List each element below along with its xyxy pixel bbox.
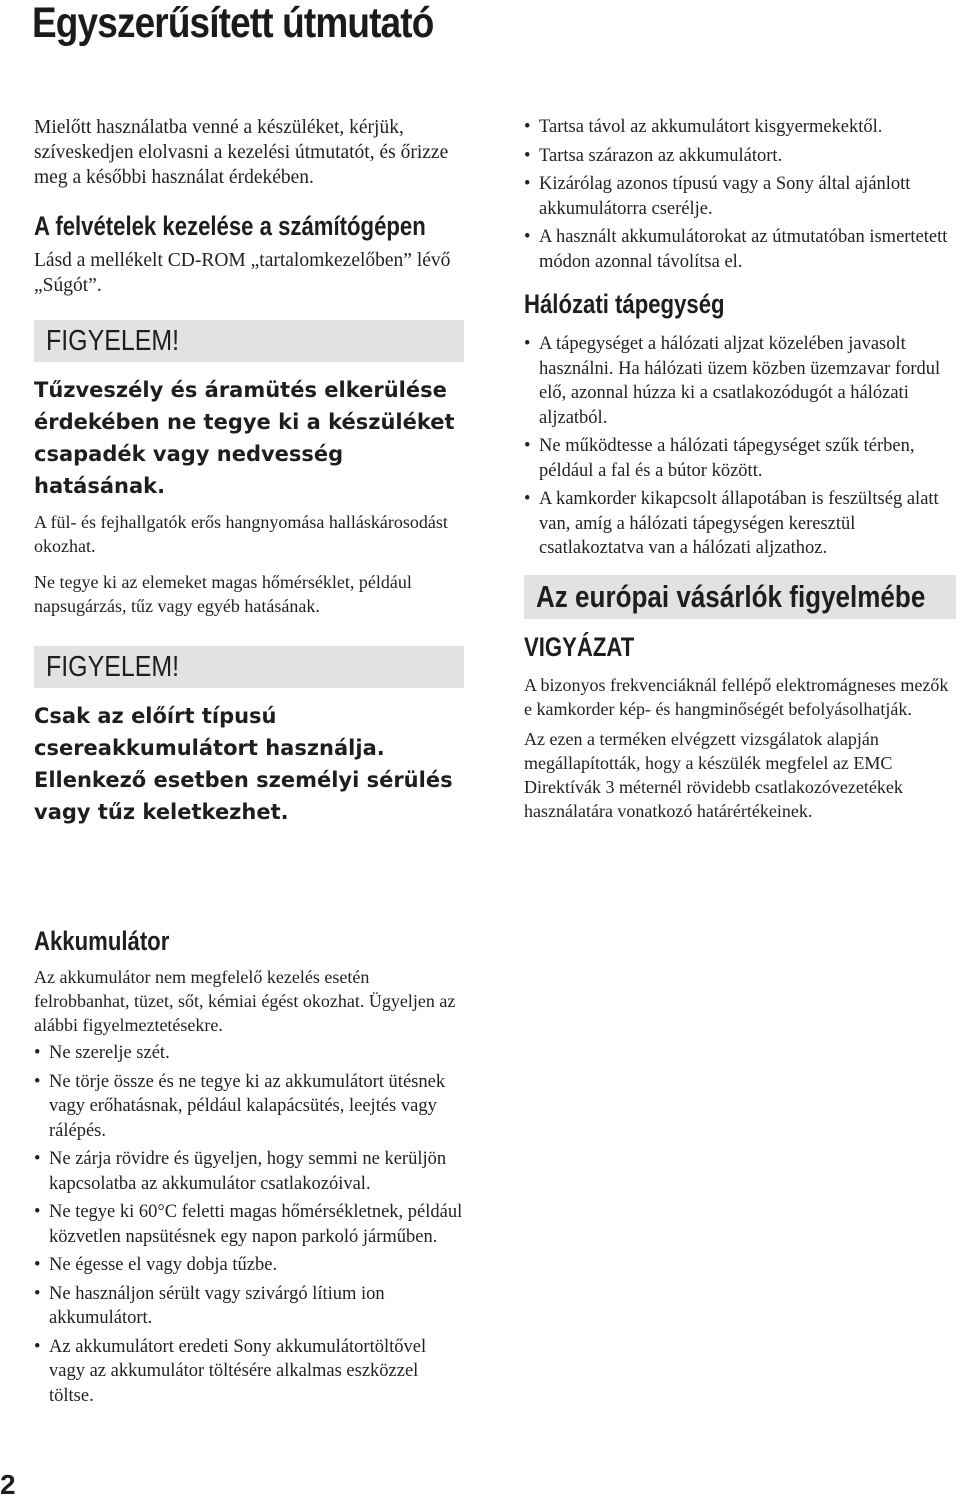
list-item: • Tartsa távol az akkumulátort kisgyermekektől. xyxy=(524,115,956,140)
heat-text: Ne tegye ki az elemeket magas hőmérséklet, például napsugárzás, tűz vagy egyéb hatásának. xyxy=(34,572,412,616)
list-item: • Ne működtesse a hálózati tápegységet szűk térben, például a fal és a bútor között. xyxy=(524,434,956,483)
warning-text-1: Tűzveszély és áramütés elkerülése érdekében ne tegye ki a készüléket csapadék vagy nedvesség hatásának. xyxy=(34,378,455,498)
warning-box-2 xyxy=(34,646,464,688)
headphones-text: A fül- és fejhallgatók erős hangnyomása halláskárosodást okozhat. xyxy=(34,512,448,556)
list-item: • Ne égesse el vagy dobja tűzbe. xyxy=(34,1253,466,1278)
caution-text-2: Az ezen a terméken elvégzett vizsgálatok alapján megállapították, hogy a készülék megfelel az EMC Direktívák 3 méternél rövidebb csatlakozóvezetékek használatára vonatkozó határértékeinek. xyxy=(524,728,903,821)
list-item: • A használt akkumulátorokat az útmutatóban ismertetett módon azonnal távolítsa el. xyxy=(524,225,956,274)
list-item: • Ne zárja rövidre és ügyeljen, hogy semmi ne kerüljön kapcsolatba az akkumulátor csatlakozóival. xyxy=(34,1147,466,1196)
pc-text: Lásd a mellékelt CD-ROM „tartalomkezelőben” lévő „Súgót”. xyxy=(34,250,451,296)
list-item: • Tartsa szárazon az akkumulátort. xyxy=(524,144,956,169)
list-item: • Az akkumulátort eredeti Sony akkumulátortöltővel vagy az akkumulátor töltésére alkalmas eszközzel töltse. xyxy=(34,1335,466,1409)
pc-heading: A felvételek kezelése a számítógépen xyxy=(34,211,426,241)
adapter-heading: Hálózati tápegység xyxy=(524,289,725,319)
battery-list xyxy=(34,1041,466,1408)
warning-text-2: Csak az előírt típusú csereakkumulátort használja. Ellenkező esetben személyi sérülés vagy tűz keletkezhet. xyxy=(34,704,453,824)
eu-heading: Az európai vásárlók figyelmébe xyxy=(536,578,926,614)
warning-label-1: FIGYELEM! xyxy=(46,325,180,357)
list-item: • Ne használjon sérült vagy szivárgó lítium ion akkumulátort. xyxy=(34,1282,466,1331)
adapter-list xyxy=(524,332,956,561)
warning-label-2: FIGYELEM! xyxy=(46,651,180,683)
battery-intro: Az akkumulátor nem megfelelő kezelés esetén felrobbanhat, tüzet, sőt, kémiai égést okozhat. Ügyeljen az alábbi figyelmeztetésekre. xyxy=(34,967,456,1035)
battery-heading: Akkumulátor xyxy=(34,926,170,956)
right-column xyxy=(524,115,956,823)
list-item: • A kamkorder kikapcsolt állapotában is feszültség alatt van, amíg a hálózati tápegységen keresztül csatlakoztatva van a hálózati aljzathoz. xyxy=(524,487,956,561)
caution-heading: VIGYÁZAT xyxy=(524,631,635,662)
list-item: • A tápegységet a hálózati aljzat közelében javasolt használni. Ha hálózati üzem közben üzemzavar fordul elő, azonnal húzza ki a csatlakozódugót a hálózati aljzatból. xyxy=(524,332,956,430)
warning-box-1 xyxy=(34,320,464,362)
page-number: 2 xyxy=(0,1469,16,1500)
left-column xyxy=(34,115,466,828)
list-item: • Ne szerelje szét. xyxy=(34,1041,466,1066)
list-item: • Ne tegye ki 60°C feletti magas hőmérsékletnek, például közvetlen napsütésnek egy napon parkoló járműben. xyxy=(34,1200,466,1249)
list-item: • Kizárólag azonos típusú vagy a Sony által ajánlott akkumulátorra cserélje. xyxy=(524,172,956,221)
eu-heading-box xyxy=(524,575,956,619)
page-title: Egyszerűsített útmutató xyxy=(32,0,434,47)
battery-list-continued xyxy=(524,115,956,274)
caution-text-1: A bizonyos frekvenciáknál fellépő elektromágneses mezők e kamkorder kép- és hangminőségét befolyásolhatják. xyxy=(524,674,949,719)
battery-section xyxy=(34,925,466,1412)
list-item: • Ne törje össze és ne tegye ki az akkumulátort ütésnek vagy erőhatásnak, például kalapácsütés, leejtés vagy rálépés. xyxy=(34,1070,466,1144)
intro-paragraph: Mielőtt használatba venné a készüléket, kérjük, szíveskedjen elolvasni a kezelési útmutatót, és őrizze meg a későbbi használat érdekében. xyxy=(34,117,449,188)
